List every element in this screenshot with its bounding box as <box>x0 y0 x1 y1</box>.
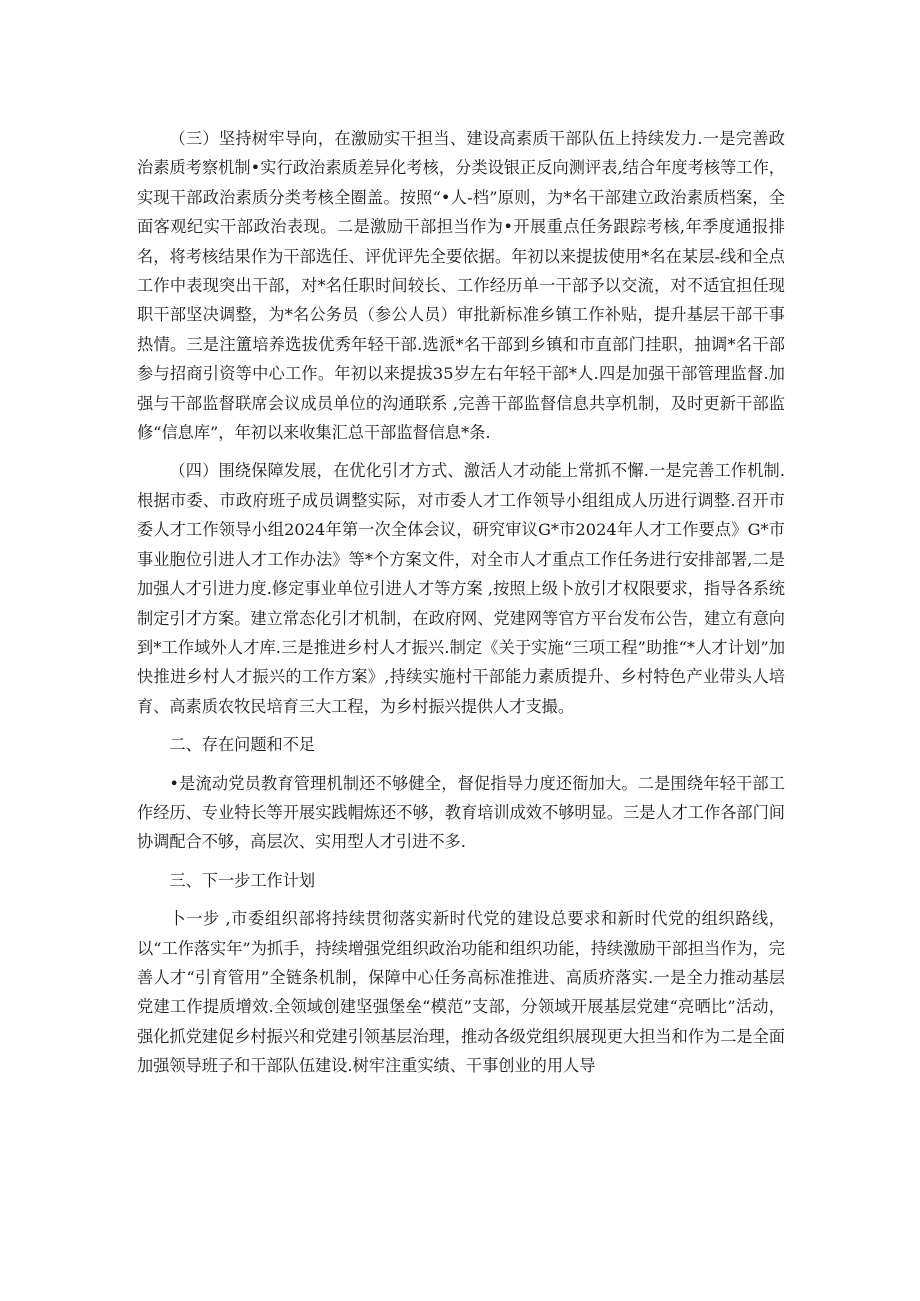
heading-problems: 二、存在问题和不足 <box>169 735 316 755</box>
problems-paragraph: •是流动党员教育管理机制还不够健全，督促指导力度还衙加大。二是围绕年轻干部工作经历、专业特长等开展实践帽炼还不够，教育培训成效不够明显。三是人才工作各部门间协调配合不够，高层次、实用型人才引进不多. <box>137 773 785 852</box>
document-body <box>137 124 785 1090</box>
section-four-paragraph: （四）围绕保障发展，在优化引才方式、激活人才动能上常抓不懈.一是完善工作机制.根据市委、市政府班子成员调整实际，对市委人才工作领导小组组成人历进行调整.召开市委人才工作领导小组2024年第一次全体会议，研究审议G*市2024年人才工作要点》G*市事业胞位引进人才工作办法》等*个方案文件，对全市人才重点工作任务进行安排部署,二是加强人才引进力度.修定事业单位引进人才等方案 ,按照上级卜放引才权限要求，指导各系统制定引才方案。建立常态化引才机制，在政府网、党建网等官方平台发布公告，建立有意向到*工作域外人才库.三是推进乡村人才振兴.制定《关于实施“三项工程”助推“*人才计划”加快推进乡村人才振兴的工作方案》,持续实施村干部能力素质提升、乡村特色产业带头人培育、高素质农牧民培育三大工程，为乡村振兴提供人才支撮。 <box>137 461 785 716</box>
heading-next-steps: 三、下一步工作计划 <box>169 870 316 890</box>
next-steps-paragraph: 卜一步 ,市委组织部将持续贯彻落实新时代党的建设总要求和新时代党的组织路线，以“工作落实年”为抓手，持续增强党组织政治功能和组织功能，持续激励干部担当作为，完善人才“引育管用”全链条机制，保障中心任务高标准推进、高质疥落实.一是全力推动基层党建工作提质增效.全领域创建坚强堡垒“模范”支部，分领域开展基层党建“亮晒比”活动，强化抓党建促乡村振兴和党建引领基层治理，推动各级党组织展现更大担当和作为二是全面加强领导班子和干部队伍建设.树牢注重实绩、干事创业的用人导 <box>137 909 785 1076</box>
section-three-paragraph: （三）坚持树牢导向，在激励实干担当、建设高素质干部队伍上持续发力.一是完善政治素质考察机制•实行政治素质差异化考核，分类设银正反向测评表,结合年度考核等工作，实现干部政治素质分类考核全圈盖。按照“•人-档”原则，为*名干部建立政治素质档案，全面客观纪实干部政治表现。二是激励干部担当作为•开展重点任务跟踪考核,年季度通报排名，将考核结果作为干部选任、评优评先全要依据。年初以来提拔使用*名在某层-线和全点工作中表现突出干部，对*名任职时间较长、工作经历单一干部予以交流，对不适宜担任现职干部坚决调整，为*名公务员（参公人员）审批新标准乡镇工作补贴，提升基层干部干事热情。三是注簠培养选拔优秀年轻干部.选派*名干部到乡镇和市直部门挂职，抽调*名干部参与招商引资等中心工作。年初以来提拔35岁左右年轻干部*人.四是加强干部管理监督.加强与干部监督联席会议成员单位的沟通联系 ,完善干部监督信息共享机制，及时更新干部监修“信息库”，年初以来收集汇总干部监督信息*条. <box>137 129 785 443</box>
